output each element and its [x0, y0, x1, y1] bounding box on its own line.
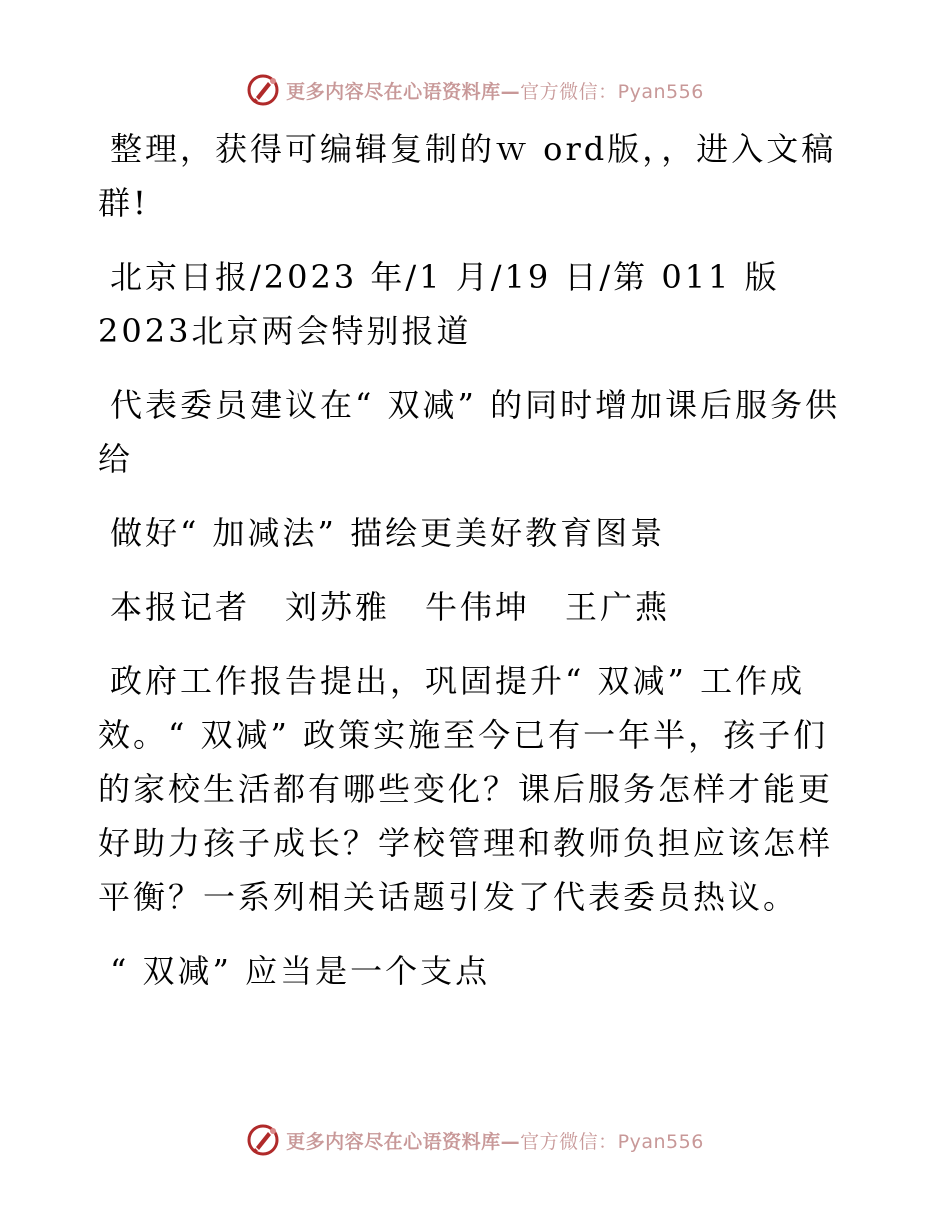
paragraph-section-heading — [98, 944, 858, 998]
paragraph-byline — [98, 580, 858, 634]
paragraph-byline-text: 本报记者 刘苏雅 牛伟坤 王广燕 — [110, 588, 671, 626]
paragraph-source — [98, 250, 858, 358]
watermark-separator: — — [500, 80, 521, 103]
watermark-text — [286, 77, 704, 104]
paragraph-intro-text: 整理，获得可编辑复制的ｗ ord版，，进入文稿群! — [98, 130, 837, 222]
paragraph-section-heading-text: “ 双减” 应当是一个支点 — [110, 952, 491, 990]
paragraph-body-text: 政府工作报告提出，巩固提升“ 双减” 工作成效。“ 双减” 政策实施至今已有一年半，孩子们的家校生活都有哪些变化？课后服务怎样才能更好助力孩子成长？学校管理和教师负担应该怎样平衡？一系列相关话题引发了代表委员热议。 — [98, 662, 834, 916]
paragraph-body — [98, 654, 858, 924]
watermark-contact-text: 官方微信：Pyan556 — [520, 80, 704, 103]
paragraph-headline-text: 代表委员建议在“ 双减” 的同时增加课后服务供给 — [98, 386, 841, 478]
document-body — [98, 122, 858, 1018]
watermark-site-text: 更多内容尽在心语资料库 — [286, 80, 501, 103]
pen-logo-icon — [246, 73, 280, 107]
watermark-contact-text: 官方微信：Pyan556 — [520, 1130, 704, 1153]
watermark-site-text: 更多内容尽在心语资料库 — [286, 1130, 501, 1153]
paragraph-subheadline-text: 做好“ 加减法” 描绘更美好教育图景 — [110, 514, 666, 552]
paragraph-intro — [98, 122, 858, 230]
pen-logo-icon — [246, 1123, 280, 1157]
paragraph-source-text: 北京日报/2023 年/1 月/19 日/第 011 版2023北京两会特别报道 — [98, 258, 780, 350]
footer-watermark — [0, 1120, 950, 1160]
paragraph-subheadline — [98, 506, 858, 560]
watermark-separator: — — [500, 1130, 521, 1153]
paragraph-headline — [98, 378, 858, 486]
header-watermark — [0, 70, 950, 110]
watermark-text — [286, 1127, 704, 1154]
